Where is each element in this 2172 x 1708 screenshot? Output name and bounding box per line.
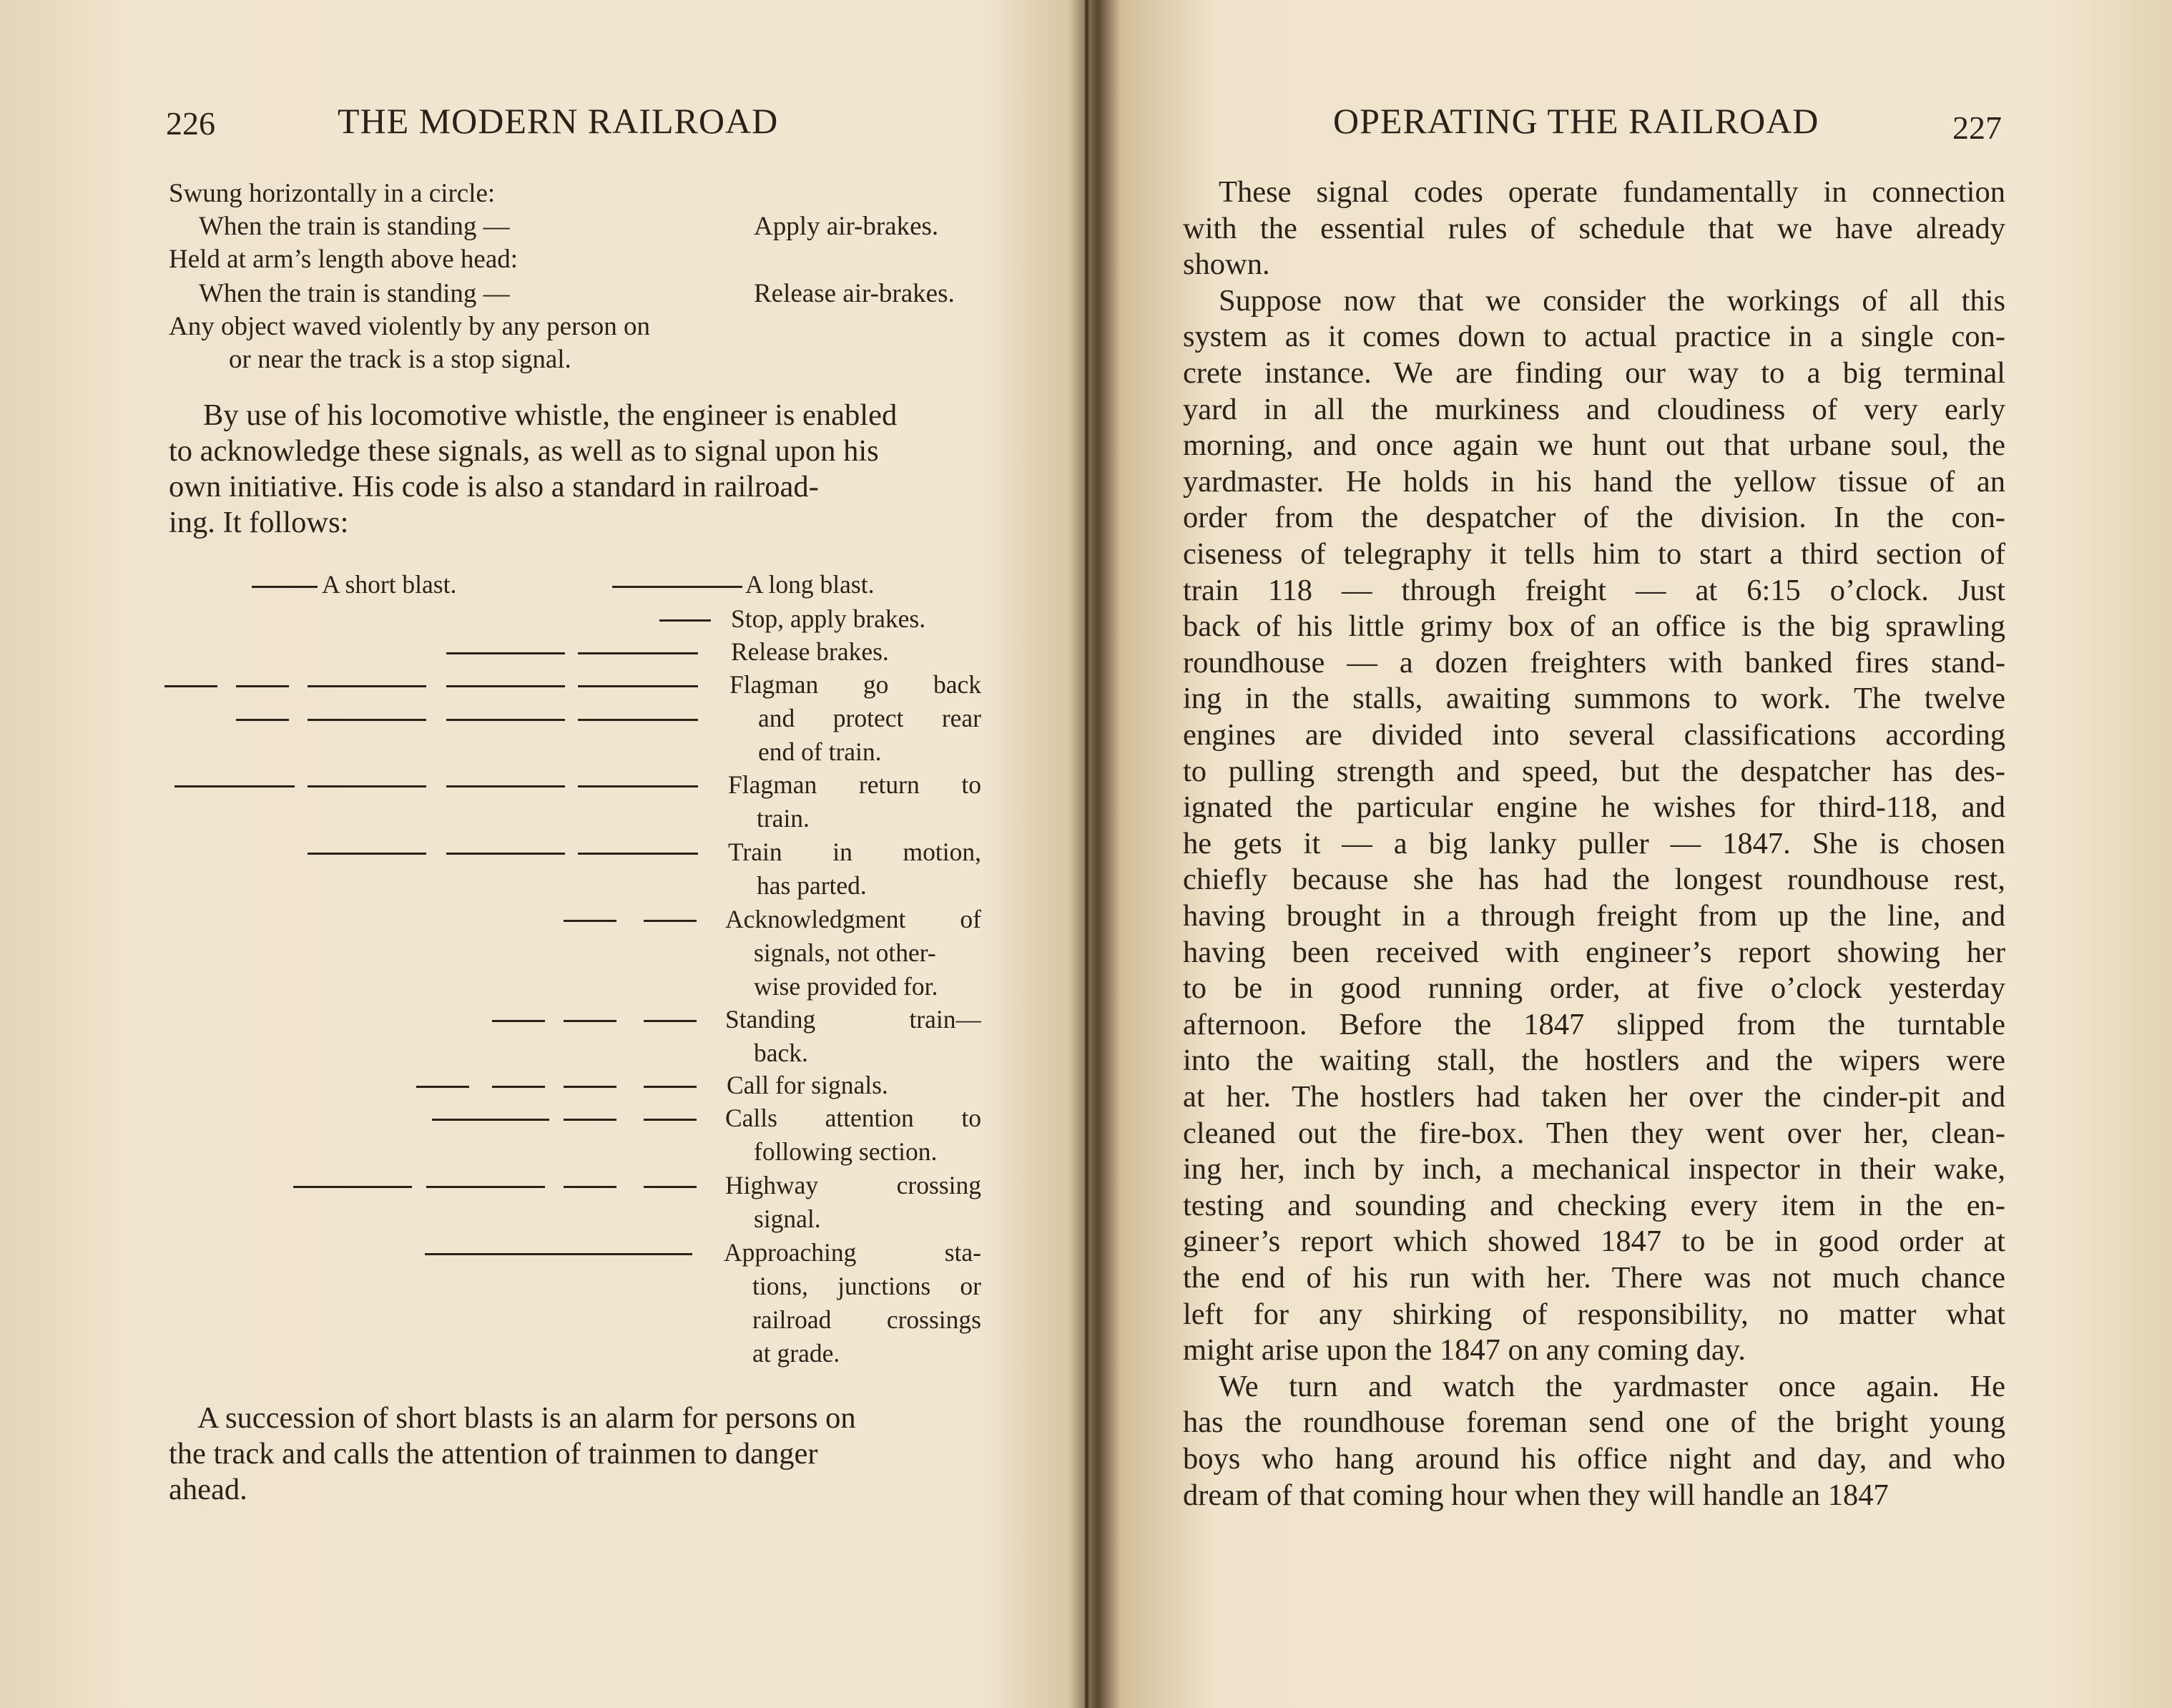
whistle-signal-meaning: Release brakes.	[731, 637, 889, 666]
hand-signal-line: When the train is standing —	[199, 212, 510, 241]
long-blast-dash	[308, 719, 426, 721]
hand-signal-line: Swung horizontally in a circle:	[169, 179, 496, 208]
short-blast-dash	[564, 1119, 616, 1121]
text-line: into the waiting stall, the hostlers and the wipers were	[1183, 1044, 2005, 1078]
text-line: ignated the particular engine he wishes for third-118, and	[1183, 790, 2005, 825]
long-blast-dash	[426, 1186, 545, 1188]
text-line: testing and sounding and checking every item in the en-	[1183, 1188, 2005, 1222]
whistle-signal-meaning: Flagman go back	[729, 670, 981, 699]
whistle-signal-meaning: wise provided for.	[754, 972, 938, 1001]
whistle-signal-meaning: Train in motion,	[728, 838, 981, 866]
text-line: ing in the stalls, awaiting summons to work. The twelve	[1183, 682, 2005, 716]
legend-long: A long blast.	[745, 570, 875, 599]
short-blast-dash	[564, 920, 616, 922]
hand-signal-line: Any object waved violently by any person on	[169, 312, 651, 341]
text-line: having been received with engineer’s report showing her	[1183, 935, 2005, 969]
text-line: yard in all the murkiness and cloudiness of very early	[1183, 392, 2005, 426]
hand-signal-meaning: Release air-brakes.	[754, 279, 955, 308]
hand-signal-line: or near the track is a stop signal.	[229, 345, 571, 374]
long-blast-dash	[578, 685, 698, 687]
legend-short: A short blast.	[322, 570, 457, 599]
long-blast-dash	[446, 785, 565, 787]
short-blast-dash	[236, 719, 289, 721]
short-blast-dash	[416, 1086, 469, 1088]
text-line: to acknowledge these signals, as well as to signal upon his	[169, 434, 879, 468]
long-blast-dash	[578, 652, 698, 654]
whistle-signal-meaning: and protect rear	[758, 704, 981, 732]
left-running-head: THE MODERN RAILROAD	[338, 101, 779, 141]
text-line: with the essential rules of schedule that we have already	[1183, 211, 2005, 245]
long-blast-dash	[308, 853, 426, 855]
text-line: ahead.	[169, 1473, 247, 1506]
whistle-signal-meaning: has parted.	[757, 871, 867, 900]
text-line: yardmaster. He holds in his hand the yellow tissue of an	[1183, 464, 2005, 499]
left-page-number: 226	[166, 105, 215, 142]
text-line: having brought in a through freight from up the line, and	[1183, 899, 2005, 933]
text-line: back of his little grimy box of an office is the big sprawling	[1183, 609, 2005, 644]
long-blast-dash	[308, 785, 426, 787]
short-blast-dash	[236, 685, 289, 687]
right-page	[1087, 0, 2172, 1708]
text-line: order from the despatcher of the division. In the con-	[1183, 501, 2005, 535]
whistle-signal-meaning: railroad crossings	[752, 1305, 981, 1334]
whistle-signal-meaning: Calls attention to	[725, 1104, 981, 1132]
long-blast-dash	[432, 1119, 549, 1121]
long-blast-dash	[308, 685, 426, 687]
short-blast-dash	[564, 1186, 616, 1188]
long-blast-dash	[446, 719, 565, 721]
short-blast-dash	[644, 1119, 697, 1121]
short-blast-dash	[492, 1086, 545, 1088]
hand-signal-line: When the train is standing —	[199, 279, 510, 308]
long-blast-dash	[446, 652, 565, 654]
short-blast-dash	[492, 1020, 545, 1022]
text-line: he gets it — a big lanky puller — 1847. She is chosen	[1183, 826, 2005, 860]
text-line: to pulling strength and speed, but the despatcher has des-	[1183, 754, 2005, 788]
whistle-signal-meaning: train.	[757, 804, 810, 833]
text-line: left for any shirking of responsibility, no matter what	[1183, 1297, 2005, 1331]
short-blast-dash	[252, 586, 318, 588]
short-blast-dash	[644, 1186, 697, 1188]
whistle-signal-meaning: Acknowledgment of	[725, 905, 981, 933]
whistle-signal-meaning: following section.	[754, 1137, 938, 1166]
text-line: engines are divided into several classifications according	[1183, 718, 2005, 752]
long-blast-dash	[293, 1186, 412, 1188]
text-line: We turn and watch the yardmaster once again. He	[1219, 1369, 2005, 1403]
long-blast-dash	[578, 785, 698, 787]
long-blast-dash	[612, 586, 742, 588]
text-line: might arise upon the 1847 on any coming day.	[1183, 1333, 1746, 1368]
short-blast-dash	[644, 1086, 697, 1088]
text-line: ciseness of telegraphy it tells him to start a third section of	[1183, 537, 2005, 571]
whistle-signal-meaning: Flagman return to	[728, 770, 981, 799]
long-blast-dash	[446, 685, 565, 687]
long-blast-dash	[175, 785, 295, 787]
short-blast-dash	[644, 1020, 697, 1022]
whistle-signal-meaning: signal.	[754, 1204, 821, 1233]
long-blast-dash	[425, 1253, 692, 1255]
right-page-number: 227	[1952, 109, 2002, 146]
text-line: own initiative. His code is also a standard in railroad-	[169, 470, 819, 504]
whistle-signal-meaning: Call for signals.	[727, 1071, 888, 1099]
text-line: roundhouse — a dozen freighters with banked fires stand-	[1183, 645, 2005, 679]
text-line: at her. The hostlers had taken her over the cinder-pit and	[1183, 1080, 2005, 1114]
text-line: A succession of short blasts is an alarm for persons on	[197, 1401, 856, 1435]
whistle-signal-meaning: Standing train—	[725, 1005, 981, 1034]
text-line: boys who hang around his office night and day, and who	[1183, 1442, 2005, 1476]
short-blast-dash	[564, 1020, 616, 1022]
short-blast-dash	[164, 685, 217, 687]
text-line: gineer’s report which showed 1847 to be in good order at	[1183, 1224, 2005, 1259]
whistle-signal-meaning: Stop, apply brakes.	[731, 604, 926, 633]
text-line: the end of his run with her. There was not much chance	[1183, 1261, 2005, 1295]
long-blast-dash	[446, 853, 565, 855]
whistle-signal-meaning: end of train.	[758, 737, 882, 766]
text-line: These signal codes operate fundamentally in connection	[1219, 175, 2005, 209]
text-line: has the roundhouse foreman send one of the bright young	[1183, 1405, 2005, 1440]
text-line: Suppose now that we consider the workings of all this	[1219, 283, 2005, 318]
text-line: train 118 — through freight — at 6:15 o’clock. Just	[1183, 573, 2005, 607]
long-blast-dash	[578, 853, 698, 855]
long-blast-dash	[578, 719, 698, 721]
text-line: to be in good running order, at five o’clock yesterday	[1183, 971, 2005, 1006]
text-line: chiefly because she has had the longest roundhouse rest,	[1183, 863, 2005, 897]
whistle-signal-meaning: signals, not other-	[754, 938, 936, 967]
text-line: ing. It follows:	[169, 506, 349, 539]
short-blast-dash	[659, 619, 711, 622]
hand-signal-meaning: Apply air-brakes.	[754, 212, 939, 241]
whistle-signal-meaning: Approaching sta-	[724, 1238, 981, 1267]
text-line: shown.	[1183, 247, 1270, 282]
hand-signal-line: Held at arm’s length above head:	[169, 245, 519, 274]
text-line: cleaned out the fire-box. Then they went over her, clean-	[1183, 1116, 2005, 1150]
text-line: dream of that coming hour when they will handle an 1847	[1183, 1478, 1889, 1512]
short-blast-dash	[644, 920, 697, 922]
whistle-signal-meaning: Highway crossing	[725, 1171, 981, 1199]
whistle-signal-meaning: tions, junctions or	[752, 1272, 981, 1300]
text-line: afternoon. Before the 1847 slipped from the turntable	[1183, 1007, 2005, 1041]
right-running-head: OPERATING THE RAILROAD	[1333, 101, 1819, 141]
text-line: By use of his locomotive whistle, the engineer is enabled	[203, 398, 898, 432]
text-line: ing her, inch by inch, a mechanical inspector in their wake,	[1183, 1152, 2005, 1187]
text-line: morning, and once again we hunt out that urbane soul, the	[1183, 428, 2005, 463]
whistle-signal-meaning: at grade.	[752, 1339, 840, 1368]
text-line: the track and calls the attention of trainmen to danger	[169, 1437, 818, 1471]
whistle-signal-meaning: back.	[754, 1039, 808, 1067]
text-line: crete instance. We are finding our way to a big terminal	[1183, 356, 2005, 390]
short-blast-dash	[564, 1086, 616, 1088]
text-line: system as it comes down to actual practice in a single con-	[1183, 320, 2005, 354]
